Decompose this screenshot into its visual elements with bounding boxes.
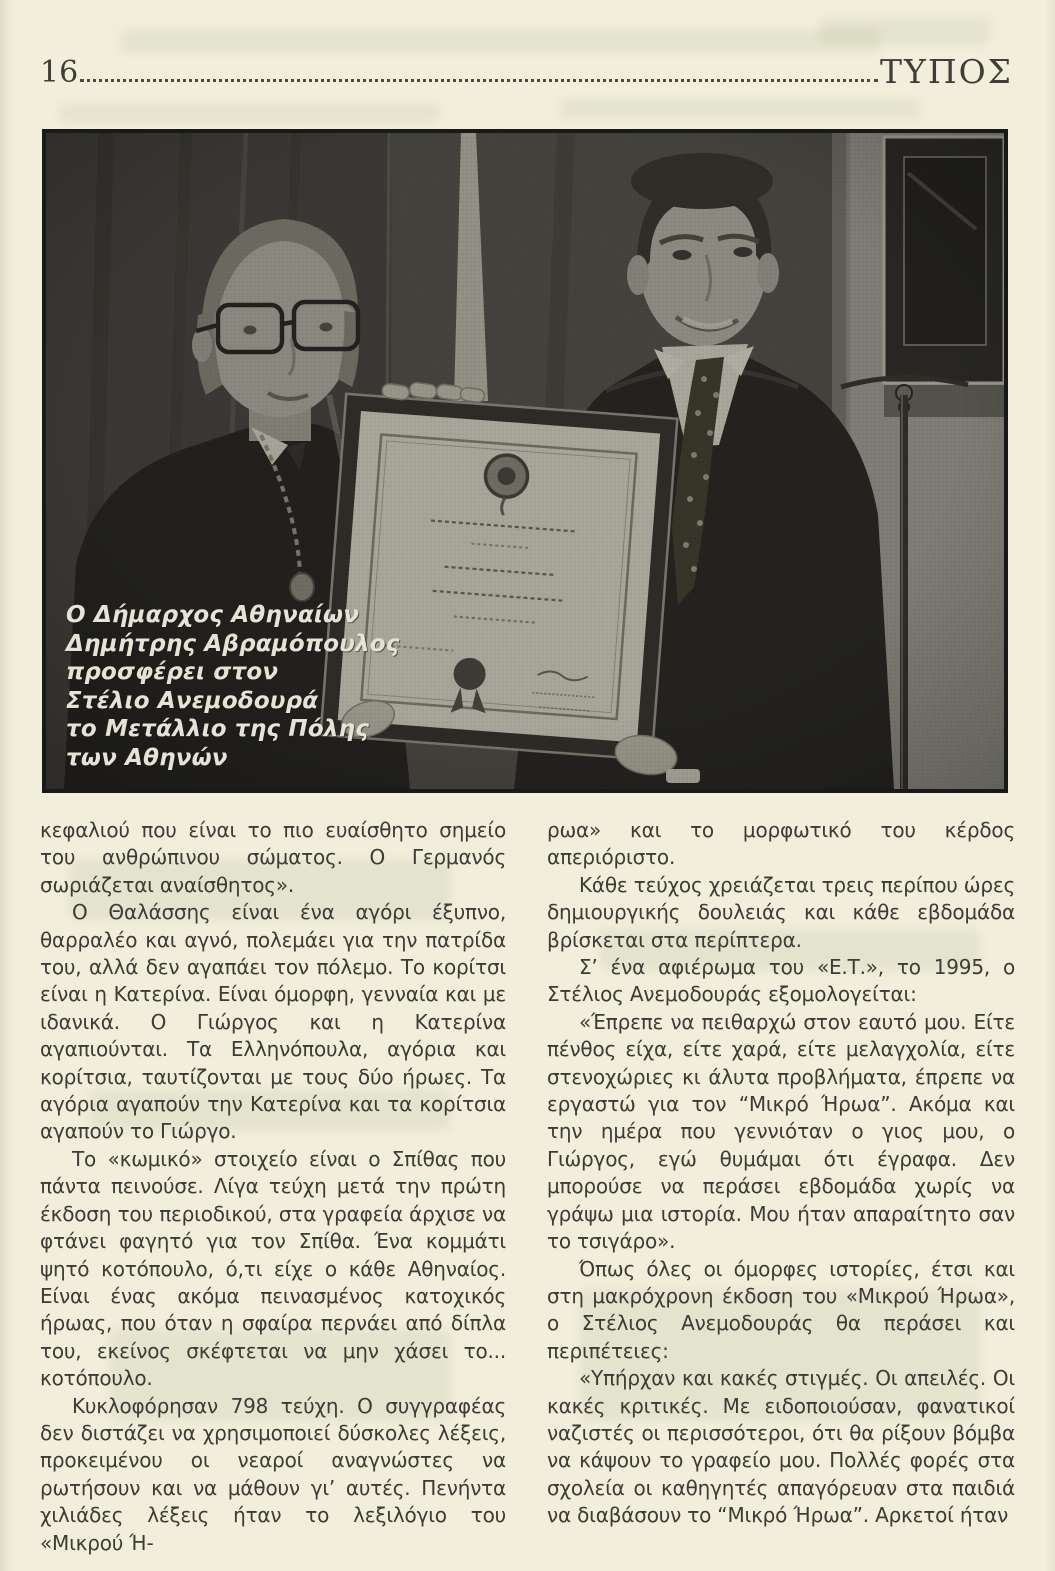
photo-caption [66,601,486,773]
paragraph: Ο Θαλάσσης είναι ένα αγόρι έξυπνο, θαρραλέο και αγνό, πολεμάει για την πατρίδα του, αλλά δεν αγαπάει τον πόλεμο. Το κορίτσι είναι η Κατερίνα. Είναι όμορφη, γενναία και με ιδανικά. Ο Γιώργος και η Κατερίνα αγαπιούνται. Τα Ελληνόπουλα, αγόρια και κορίτσια, ταυτίζονται με τους δύο ήρωες. Τα αγόρια αγαπούν την Κατερίνα και τα κορίτσια αγαπούν το Γιώργο. [40,900,506,1144]
showthrough-smudge [560,100,920,118]
showthrough-smudge [820,18,990,44]
paragraph: Το «κωμικό» στοιχείο είναι ο Σπίθας που πάντα πεινούσε. Λίγα τεύχη μετά την πρώτη έκδοση του περιοδικού, στα γραφεία άρχισε να φτάνει φαγητό για τον Σπίθα. Ένα κομμάτι ψητό κοτόπουλο, ό,τι είχε ο κάθε Αθηναίος. Είναι ένας ακόμα πεινασμένος κατοχικός ήρωας, που όταν η σφαίρα περνάει από δίπλα του, εκείνος σκέφτεται να μην χάσει το... κοτόπουλο. [40,1146,506,1391]
paragraph: Κάθε τεύχος χρειάζεται τρεις περίπου ώρες δημιουργικής δουλειάς και κάθε εβδομάδα βρίσκεται στα περίπτερα. [547,872,1015,952]
paragraph: Κυκλοφόρησαν 798 τεύχη. Ο συγγραφέας δεν διστάζει να χρησιμοποιεί δύσκολες λέξεις, προκειμένου οι νεαροί αναγνώστες να ρωτήσουν και να μάθουν γι’ αυτές. Πενήντα χιλιάδες λέξεις ήταν το λεξιλόγιο του «Μικρού Ή- [40,1393,506,1555]
caption-line: Στέλιο Ανεμοδουρά [66,687,319,714]
article-column-right [547,817,1015,1557]
caption-line: προσφέρει στον [66,659,279,686]
caption-line: Ο Δήμαρχος Αθηναίων [66,602,360,628]
paragraph: Σ’ ένα αφιέρωμα του «Ε.Τ.», το 1995, ο Στέλιος Ανεμοδουράς εξομολογείται: [547,955,1015,1007]
masthead-title: ΤΥΠΟΣ [880,52,1013,91]
showthrough-smudge [60,104,440,122]
paragraph: κεφαλιού που είναι το πιο ευαίσθητο σημείο του ανθρώπινου σώματος. Ο Γερμανός σωριάζεται αναίσθητος». [40,818,506,897]
caption-line: Δημήτρης Αβραμόπουλος [66,630,400,657]
paragraph: «Υπήρχαν και κακές στιγμές. Οι απειλές. Οι κακές κριτικές. Με ειδοποιούσαν, φανατικοί ναζιστές οι περισσότεροι, ότι θα ρίξουν βόμβα να κάψουν το γραφείο μου. Πολλές φορές στα σχολεία οι καθηγητές απαγόρευαν στα παιδιά να διαβάσουν το “Μικρό Ήρωα”. Αρκετοί ήταν [547,1366,1015,1528]
dotted-leader [80,79,878,82]
paragraph: Όπως όλες οι όμορφες ιστορίες, έτσι και στη μακρόχρονη έκδοση του «Μικρού Ήρωα», ο Στέλιος Ανεμοδουράς θα περάσει και περιπέτειες: [547,1256,1015,1363]
caption-line: των Αθηνών [66,744,228,771]
page-number: 16 [40,55,79,90]
paragraph: ρωα» και το μορφωτικό του κέρδος απεριόριστο. [547,818,1015,870]
running-head [40,48,1013,91]
caption-line: το Μετάλλιο της Πόλης [66,716,370,743]
paragraph: «Έπρεπε να πειθαρχώ στον εαυτό μου. Είτε πένθος είχα, είτε χαρά, είτε μελαγχολία, είτε στενοχώριες κι άλυτα προβλήματα, έπρεπε να εργαστώ για τον “Μικρό Ήρωα”. Ακόμα και την ημέρα που γεννιόταν ο γιος μου, ο Γιώργος, εγώ θυμάμαι ότι έγραφα. Δεν μπορούσε να περάσει εβδομάδα χωρίς να γράψω μια ιστορία. Μου ήταν απαραίτητο σαν το τσιγάρο». [547,1009,1015,1254]
article-column-left [40,817,506,1557]
news-photo [42,129,1008,793]
